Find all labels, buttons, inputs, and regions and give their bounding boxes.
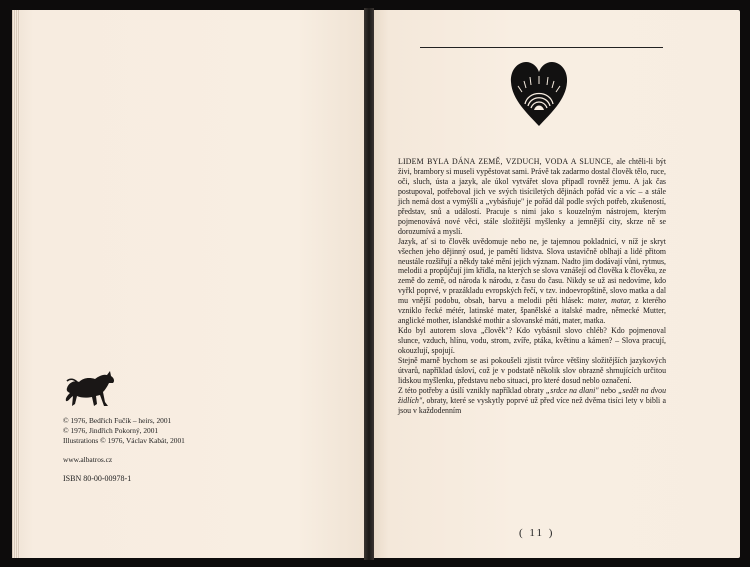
page-number: ( 11 ) xyxy=(519,527,555,539)
italic-text: mater, matar, xyxy=(587,296,631,306)
text-span: z kterého vzniklo řecké métér, latinské mater, španělské a italské madre, německé Mutter, anglické mother, islandské mothir a slovanské máti, mater, matka. xyxy=(398,296,666,326)
publisher-website: www.albatros.cz xyxy=(63,454,113,464)
paragraph xyxy=(398,386,666,416)
opening-caps: LIDEM BYLA DÁNA ZEMĚ, VZDUCH, VODA A SLUNCE, xyxy=(398,157,614,166)
italic-text: „srdce na dlani" xyxy=(545,385,599,395)
copyright-line: © 1976, Bedřich Fučík – heirs, 2001 xyxy=(63,416,172,425)
copyright-line: Illustrations © 1976, Václav Kabát, 2001 xyxy=(63,436,185,446)
italic-text: „sedět na dvou židlích" xyxy=(398,385,666,405)
copyright-line: © 1976, Jindřich Pokorný, 2001 xyxy=(63,426,159,436)
paragraph xyxy=(398,237,666,327)
paragraph: Stejně marně bychom se asi pokoušeli zjistit tvůrce většiny složitějších jazykových útvarů, například úsloví, což je v podstatě několik slov obrazně shrnujících určitou lidskou myšlenku, představu nebo situaci, pro které dosud neblo označení. xyxy=(398,356,666,385)
text-span: Z této potřeby a úsilí vznikly například obraty xyxy=(398,385,544,395)
text-span: Jazyk, ať si to člověk uvědomuje nebo ne, je tajemnou pokladnicí, v níž je skryt všechen jeho dějinný osud, je pamětí lidstva. Slova ustavičně oblhají a lidé přitom neustále rozšiřují a někdy také mění jejich význam. Nadto jim dodávají vůni, rytmus, melodii a propůjčují jim křídla, na kterých se slova vznášejí od člověka k člověku, ze země do země, od národa k národu, z času do času. Nikdy se už asi nedovíme, kdo vyřkl poprvé, v prazákladu evropských řečí, v tzv. indoevropštině, slovo matka a dal mu vnější podobu, obsah, barvu a melodii pěti hlásek: xyxy=(398,236,666,306)
isbn: ISBN 80-00-00978-1 xyxy=(63,473,132,483)
body-text xyxy=(398,157,666,416)
paragraph xyxy=(398,157,666,237)
paragraph: Kdo byl autorem slova „člověk"? Kdo vybásnil slovo chléb? Kdo pojmenoval slunce, vzduch, hlínu, vodu, strom, zvíře, ptáka, květinu a kámen? – Slova pracují, okouzlují, spojují. xyxy=(398,326,666,356)
page-edges xyxy=(12,10,20,558)
colophon xyxy=(63,416,185,484)
text-span: ale chtěli-li být živi, brambory si museli vypěstovat sami. Právě tak zadarmo dostal člověk tělo, ruce, oči, sluch, ústa a jazyk, ale úkol vytvářet slova připadl rovněž jemu. A jak čas postupoval, potřeboval jich ve svých tisíciletých dějinách pořád víc a víc – a stále jich nemá dost a vymýšlí a „vybásňuje" je pořád dál podle svých potřeb, zkušeností, představ, snů a událostí. Pracuje s nimi jako s kouzelným nástrojem, kterým pojmenovává nové věci, stále složitější myšlenky a jemnější city, skrze ně se dorozumívá a myslí. xyxy=(398,157,666,236)
book-gutter xyxy=(364,8,374,560)
header-rule xyxy=(420,47,663,48)
text-span: , obraty, které se vyskytly poprvé už před více než dvěma tisíci lety v bibli a jsou v každodenním xyxy=(398,395,666,415)
text-span: nebo xyxy=(600,385,616,395)
heart-sunrise-icon xyxy=(508,54,570,130)
horse-silhouette-icon xyxy=(63,368,117,410)
